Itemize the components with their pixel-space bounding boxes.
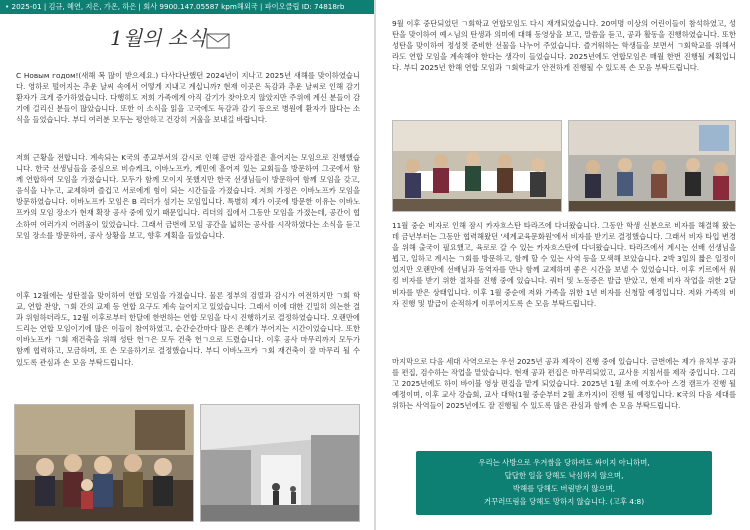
- title-block: [110, 20, 280, 60]
- header-bar: [0, 0, 374, 14]
- header-text: • 2025-01 | 김규, 혜연, 지은, 가온, 하은 | 회사 9900.147.05587 kpm해외국 | 파이오클립 ID: 74818rb: [5, 2, 345, 11]
- paragraph-visa: 11월 중순 비자로 인해 잠시 카자흐스탄 타라즈에 다녀왔습니다. 그동안 학생 신분으로 비자를 해결해 왔는데 금년부터는 그동안 협력해왔던 '세계교육문화원'에서 비자를 받기로 결정했습니다. 그래서 비자 타입 변경을 위해 출국이 필요했고, 육로로 갈 수 있는 카자흐스탄에 다녀왔습니다. 타라즈에서 계시는 선배 선생님을 뵙고, 일하고 계시는 ㄱ회를 방문하고, 함께 할 수 있는 사역 등을 모색해 보았습니다. 2박 3일의 짧은 일정이었지만 오랜만에 선배님과 동역자를 만나 함께 교제하며 좋은 시간을 보낼 수 있었습니다. 이후 키르에서 워킹 비자를 받기 위한 절차를 진행 중에 있습니다. 쿼터 및 노동증은 발급 받았고, 현재 비자 작업을 위한 2달 비자를 받은 상태입니다. 이후 1월 중순에 저와 가족을 위한 1년 비자를 신청할 예정입니다. 저와 가족의 비자 진행 및 발급이 순적하게 이루어지도록 손 모음 부탁드립니다.: [392, 221, 736, 308]
- paragraph-greeting: С Новым годом!(새해 복 많이 받으세요.) 다사다난했던 2024년이 지나고 2025년 새해를 맞이하였습니다. 영하로 떨어지는 추운 날씨 속에서 어떻게 지내고 계십니까? 현재 이곳은 독감과 추운 날씨로 인해 감기 환자가 크게 증가하였습니다. 다행히도 저희 가족에게 아직 감기가 찾아오지 않았지만 주위에 계신 분들이 감기에 걸리신 분들이 많았습니다. 또한 이 소식을 읽을 고국에도 독감과 감기 등으로 병원에 환자가 많다는 소식을 들었습니다. 부디 여러분 모두는 평안하고 건강히 겨울을 보내길 바랍니다.: [16, 71, 360, 125]
- verse-line: 박해를 당해도 버림받지 않으며,: [512, 484, 616, 493]
- envelope-icon: [206, 32, 230, 50]
- photo-classroom: [568, 120, 736, 212]
- newsletter-page-right: [376, 0, 750, 530]
- photo-family-gathering: [14, 404, 194, 522]
- verse-line: 거꾸러뜨림을 당해도 망하지 않습니다. (고후 4:8): [483, 497, 645, 506]
- paragraph-next-generation: 마지막으로 다음 세대 사역으로는 우선 2025년 공과 제작이 진행 중에 있습니다. 금번에는 제가 유치부 공과를 편집, 검수하는 작업을 맡았습니다. 현재 공과 편집은 마무리되었고, 교사용 지침서를 제작 중입니다. 그리고 2025년에도 하이 바이블 영상 편집을 맡게 되었습니다. 2025년 1월 초에 여호수아 스경 캠프가 진행 될 예정이며, 이후 교사 강습회, 교사 대학(1월 중순부터 2월 초까지)이 진행 될 예정입니다. K국의 다음 세대를 위하는 사역들이 2025년에도 잘 진행될 수 있도록 많은 관심과 함께 손 모음 부탁드립니다.: [392, 357, 736, 411]
- verse-line: 답답한 일을 당해도 낙심하지 않으며,: [504, 471, 624, 480]
- paragraph-christmas: 이후 12월에는 성탄절을 맞이하여 연합 모임을 가졌습니다. 물론 정부의 검열과 감시가 여전하지만 ㄱ회 학교, 연합 찬양, ㄱ회 간의 교제 등 연합 요구도 계속 늘어지고 있었습니다. 그래서 이에 대한 긴밀히 의논한 결과 위험하더라도, 12월 이후로부터 한달에 한번하는 연합 모임을 다시 진행하기로 결정하였습니다. 오랜만에 드리는 연합 모임이기에 많은 이들이 참여하였고, 순간순간마다 많은 은혜가 부어지는 시간이었습니다. 또한 이바노프카 ㄱ회 재건축을 위해 성탄 헌ㄱ은 모두 건축 헌ㄱ으로 드렸습니다. 이후 공사 마무리까지 모두가 함께 협력하고, 모금하며, 또 손 모음하기로 결정했습니다. 부디 이바노프카 ㄱ회 재건축이 잘 마무리 될 수 있도록 관심과 손 모음 부탁드립니다.: [16, 291, 360, 367]
- photo-construction-site: [200, 404, 360, 522]
- bible-verse-box: [416, 451, 712, 515]
- photo-children-class: [392, 120, 562, 212]
- page-title: 1월의 소식: [110, 26, 207, 50]
- paragraph-sunday-school: 9월 이후 중단되었던 ㄱ회학교 연합모임도 다시 재개되었습니다. 20여명 이상의 어린이들이 참석하였고, 성탄을 맞이하여 예ㅅ님의 탄생과 의미에 대해 동영상을 보고, 말씀을 듣고, 공과 활동을 진행하였습니다. 또한 성탄을 맞이하여 정성껏 준비한 선물을 나누어 주었습니다. 즐거워하는 학생들을 보면서 ㄱ회학교를 위해서라도 연합 모임을 계속해야 한다는 생각이 들었습니다. 2025년에도 연합모임은 매월 한번 진행될 계획입니다. 부디 2025년 한해 연합 모임과 ㄱ회학교가 안전하게 진행될 수 있도록 손 모음 부탁드립니다.: [392, 19, 736, 73]
- newsletter-page-left: [0, 0, 374, 530]
- paragraph-update: 저희 근황을 전합니다. 계속되는 K국의 종교부서의 감시로 인해 금번 감사절은 흩어지는 모임으로 진행했습니다. 한국 선생님들을 중심으로 비슈케크, 이바노프카, 케민에 흩어져 있는 교회들을 방문하여 그곳에서 함께 연합하여 모임을 가졌습니다. 모두가 함께 모이지 못했지만 한국 선생님들이 방문하여 함께 모임을 갖고, 음식을 나누고, 교제하며 즐겁고 서로에게 힘이 되는 시간들을 가졌습니다. 저희 가정은 이바노프카 모임을 방문하였습니다. 이바노프카 모임은 B 리더가 섬기는 모임입니다. 특별히 제가 이곳에 방문한 이유는 이바노프카의 모임 장소가 현재 확장 공사 중에 있기 때문입니다. 리더의 집에서 그동안 모임을 가졌는데, 공간이 협소하여 여러가지 어려움이 있었습니다. 그래서 금번에 모임 공간을 넓히는 공사를 시작하였다는 소식을 듣고 모임 장소를 방문하여, 공사 상황을 보고, 향후 계획을 들었습니다.: [16, 153, 360, 240]
- verse-line: 우리는 사방으로 우겨쌈을 당하여도 싸이지 아니하며,: [478, 458, 650, 467]
